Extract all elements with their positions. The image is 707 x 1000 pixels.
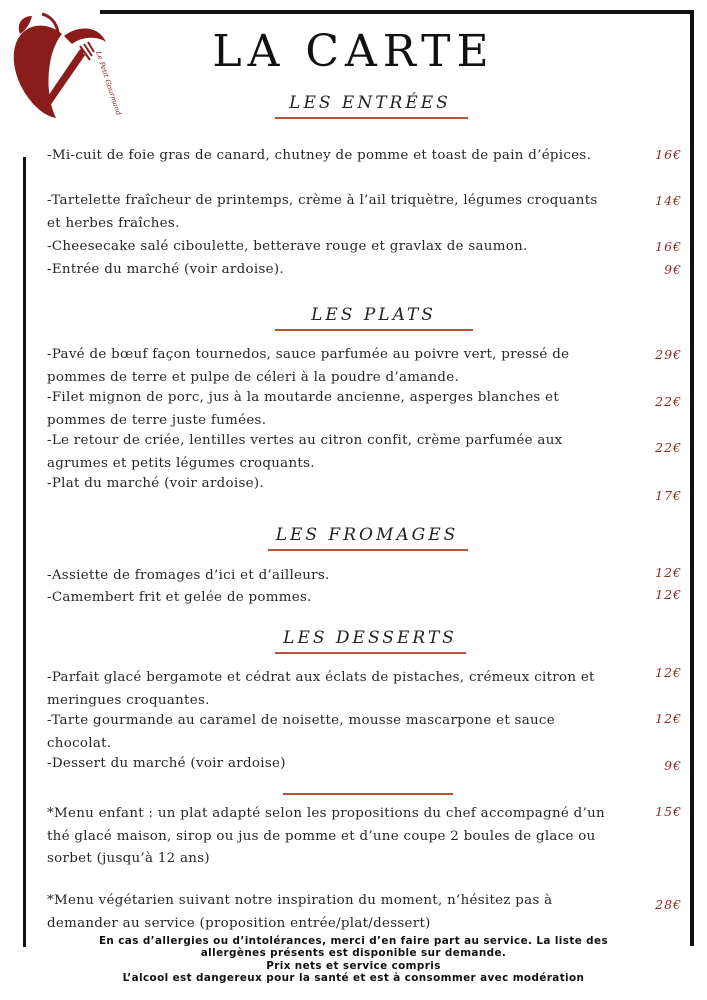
section-title-plats: LES PLATS — [311, 305, 436, 325]
footer-alcool: L’alcool est dangereux pour la santé et est à consommer avec modération — [122, 972, 585, 984]
rule-desserts — [275, 652, 466, 654]
menu-item: -Pavé de bœuf façon tournedos, sauce parfumée au poivre vert, pressé de pommes de terre et pulpe de céleri à la poudre d’amande. — [47, 347, 570, 385]
frame-right-border — [690, 10, 694, 946]
section-title-desserts: LES DESSERTS — [283, 628, 457, 648]
item-price: 9€ — [664, 262, 682, 277]
item-price: 16€ — [655, 147, 682, 162]
footer-allergies: En cas d’allergies ou d’intolérances, merci d’en faire part au service. La liste des — [98, 935, 609, 947]
footer-allergenes: allergènes présents est disponible sur demande. — [200, 947, 507, 959]
page-title: LA CARTE — [212, 26, 495, 77]
section-title-entrees: LES ENTRÉES — [289, 93, 451, 113]
item-price: 12€ — [655, 665, 682, 680]
rule-menus — [283, 793, 453, 795]
menu-item: -Parfait glacé bergamote et cédrat aux éclats de pistaches, crémeux citron et meringues croquantes. — [47, 670, 595, 708]
item-price: 22€ — [655, 440, 682, 455]
menu-item: -Entrée du marché (voir ardoise). — [47, 262, 284, 277]
item-price: 12€ — [655, 711, 682, 726]
item-price: 12€ — [655, 565, 682, 580]
menu-item: -Tarte gourmande au caramel de noisette, mousse mascarpone et sauce chocolat. — [47, 713, 555, 751]
menu-item: -Dessert du marché (voir ardoise) — [47, 756, 286, 771]
frame-left-border — [23, 157, 26, 947]
menu-item: -Tartelette fraîcheur de printemps, crème à l’ail triquètre, légumes croquants et herbes fraîches. — [47, 193, 598, 231]
menu-vegetarien: *Menu végétarien suivant notre inspiration du moment, n’hésitez pas à demander au service (proposition entrée/plat/dessert) — [47, 893, 553, 931]
frame-top-border — [100, 10, 692, 14]
item-price: 22€ — [655, 394, 682, 409]
menu-item: -Le retour de criée, lentilles vertes au citron confit, crème parfumée aux agrumes et petits légumes croquants. — [47, 433, 563, 471]
rule-entrees — [275, 117, 468, 119]
menu-item: -Mi-cuit de foie gras de canard, chutney de pomme et toast de pain d’épices. — [47, 148, 592, 163]
item-price: 29€ — [655, 347, 682, 362]
item-price: 17€ — [655, 488, 682, 503]
item-price: 14€ — [655, 193, 682, 208]
rule-fromages — [268, 549, 468, 551]
menu-enfant: *Menu enfant : un plat adapté selon les propositions du chef accompagné d’un thé glacé maison, sirop ou jus de pomme et d’une coupe 2 boules de glace ou sorbet (jusqu’à 12 ans) — [47, 806, 605, 866]
item-price: 16€ — [655, 239, 682, 254]
item-price: 9€ — [664, 758, 682, 773]
menu-item: -Filet mignon de porc, jus à la moutarde ancienne, asperges blanches et pommes de terre juste fumées. — [47, 390, 560, 428]
footer-prix: Prix nets et service compris — [266, 960, 441, 972]
section-title-fromages: LES FROMAGES — [275, 525, 459, 545]
menu-item: -Assiette de fromages d’ici et d’ailleurs. — [47, 568, 330, 583]
item-price: 28€ — [655, 897, 682, 912]
menu-item: -Plat du marché (voir ardoise). — [47, 476, 264, 491]
rule-plats — [275, 329, 473, 331]
item-price: 15€ — [655, 804, 682, 819]
menu-item: -Cheesecake salé ciboulette, betterave rouge et gravlax de saumon. — [47, 239, 528, 254]
logo-text: Le Petit Gourmand — [94, 50, 123, 117]
item-price: 12€ — [655, 587, 682, 602]
menu-item: -Camembert frit et gelée de pommes. — [47, 590, 312, 605]
